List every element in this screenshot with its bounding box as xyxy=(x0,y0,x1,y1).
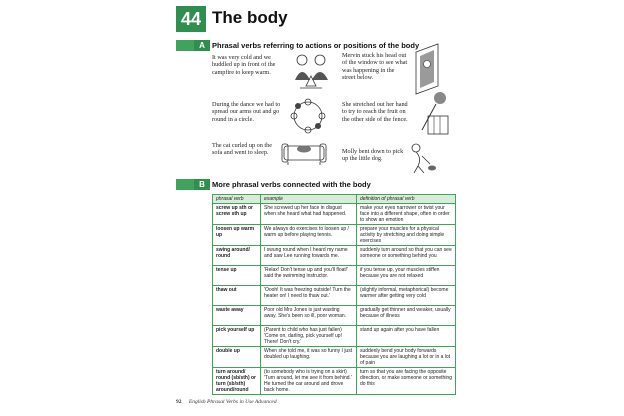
column-header-definition: definition of phrasal verb xyxy=(357,195,456,204)
cell-definition: if you tense up, your muscles stiffen because you are not relaxed xyxy=(357,266,456,286)
unit-title: The body xyxy=(212,8,288,27)
cell-example: 'Oooh! It was freezing outside! Turn the heater on! I need to thaw out.' xyxy=(261,286,357,306)
table-row xyxy=(213,286,456,306)
table-row xyxy=(213,326,456,347)
paragraph-huddled-up: It was very cold and we huddled up in front of the campfire to keep warm. xyxy=(212,54,276,76)
section-a-label: A xyxy=(194,40,210,51)
section-a-title: Phrasal verbs referring to actions or positions of the body xyxy=(212,41,420,50)
book-title: English Phrasal Verbs in Use Advanced xyxy=(188,399,277,405)
page-number: 92 xyxy=(176,399,182,405)
cell-example: When she told me, it was so funny I just doubled up laughing. xyxy=(261,347,357,368)
cell-example: (Parent to child who has just fallen) 'Come on, darling, pick yourself up! There! Don't cry.' xyxy=(261,326,357,347)
cell-example: We always do exercises to loosen up / warm up before playing tennis. xyxy=(261,225,357,246)
cell-definition: suddenly bend your body forwards because you are laughing a lot or in a lot of pain xyxy=(357,347,456,368)
paragraph-stuck-out: Mervin stuck his head out of the window to see what was happening in the street below. xyxy=(342,52,408,82)
paragraph-curled-up: The cat curled up on the sofa and went to sleep. xyxy=(212,142,272,157)
window-illustration xyxy=(410,42,444,96)
table-row xyxy=(213,347,456,368)
cell-definition: gradually get thinner and weaker, usually because of illness xyxy=(357,306,456,326)
cell-verb: double up xyxy=(213,347,261,368)
table-row xyxy=(213,266,456,286)
cell-definition: suddenly turn around so that you can see someone or something behind you xyxy=(357,246,456,266)
table-row xyxy=(213,225,456,246)
paragraph-bent-down: Molly bent down to pick up the little dog. xyxy=(342,148,404,163)
cell-definition: turn so that you are facing the opposite direction, or make someone or something do this xyxy=(357,368,456,395)
cell-example: She screwed up her face in disgust when she heard what had happened. xyxy=(261,204,357,225)
bent-down-illustration xyxy=(404,142,438,174)
table-row xyxy=(213,368,456,395)
paragraph-stretched-out: She stretched out her hand to try to reach the fruit on the other side of the fence. xyxy=(342,101,408,123)
cell-verb: swing around/ round xyxy=(213,246,261,266)
cell-example: Poor old Mrs Jones is just wasting away. She's been so ill, poor woman. xyxy=(261,306,357,326)
unit-number: 44 xyxy=(176,6,206,32)
cell-definition: stand up again after you have fallen xyxy=(357,326,456,347)
table-row xyxy=(213,306,456,326)
table-row xyxy=(213,204,456,225)
page-footer xyxy=(176,399,277,405)
cell-example: (to somebody who is trying on a skirt) 'Turn around, let me see it from behind.' He turned the car around and drove back home. xyxy=(261,368,357,395)
cell-definition: (slightly informal, metaphorical) become warmer after getting very cold xyxy=(357,286,456,306)
section-b-title: More phrasal verbs connected with the body xyxy=(212,180,371,189)
dance-circle-illustration xyxy=(286,94,330,134)
cell-verb: waste away xyxy=(213,306,261,326)
cell-example: 'Relax! Don't tense up and you'll float!' said the swimming instructor. xyxy=(261,266,357,286)
cat-on-sofa-illustration xyxy=(280,138,328,166)
column-header-verb: phrasal verb xyxy=(213,195,261,204)
column-header-example: example xyxy=(261,195,357,204)
table-row xyxy=(213,246,456,266)
cell-verb: turn around/ round (sb/sth) or turn (sb/sth) around/round xyxy=(213,368,261,395)
cell-definition: prepare your muscles for a physical activity by stretching and doing simple exercises xyxy=(357,225,456,246)
phrasal-verbs-table xyxy=(212,194,456,395)
cell-verb: loosen up warm up xyxy=(213,225,261,246)
campfire-illustration xyxy=(290,50,332,90)
cell-example: I swung round when I heard my name and saw Lee running towards me. xyxy=(261,246,357,266)
cell-definition: make your eyes narrower or twist your face into a different shape, often in order to show an emotion xyxy=(357,204,456,225)
cell-verb: tense up xyxy=(213,266,261,286)
cell-verb: pick yourself up xyxy=(213,326,261,347)
cell-verb: screw up sth or screw sth up xyxy=(213,204,261,225)
paragraph-spread-out: During the dance we had to spread our arms out and go round in a circle. xyxy=(212,101,281,123)
fence-fruit-illustration xyxy=(418,90,452,136)
section-b-label: B xyxy=(194,179,210,190)
cell-verb: thaw out xyxy=(213,286,261,306)
